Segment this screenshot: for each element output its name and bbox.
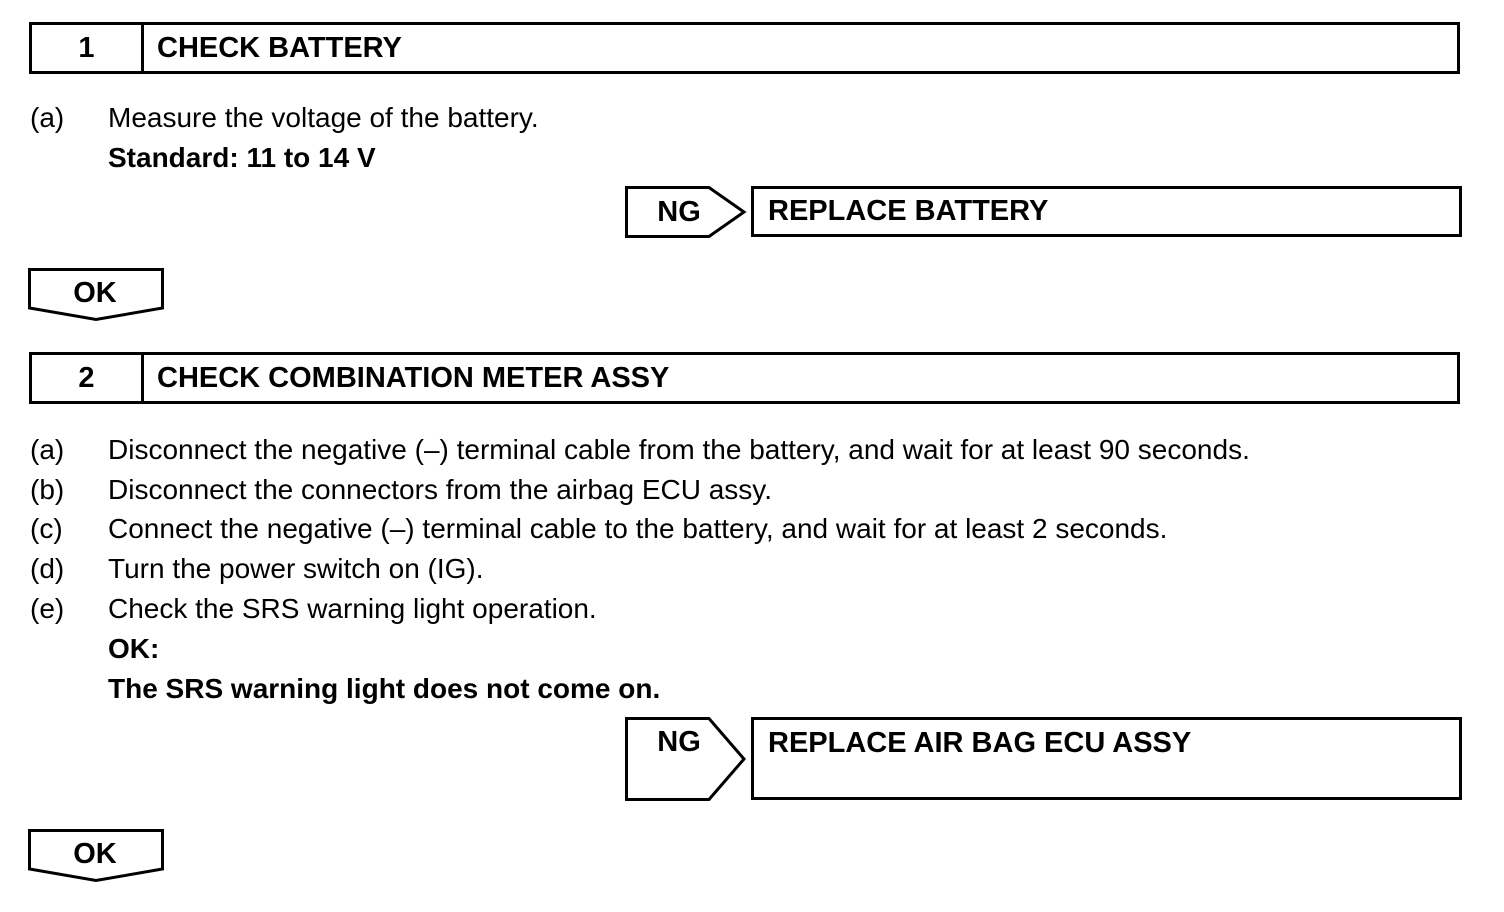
instruction-text: Measure the voltage of the battery. <box>108 102 539 133</box>
ok-indicator <box>28 268 166 322</box>
standard-value: Standard: 11 to 14 V <box>108 142 376 173</box>
instruction-label: (d) <box>30 553 65 584</box>
ok-label: OK <box>73 838 117 870</box>
ng-action-text: REPLACE AIR BAG ECU ASSY <box>768 727 1192 759</box>
instruction-text: Connect the negative (–) terminal cable to the battery, and wait for at least 2 seconds. <box>108 513 1168 544</box>
instruction-label: (c) <box>30 513 63 544</box>
step-number: 1 <box>32 25 144 71</box>
ng-label: NG <box>657 196 701 228</box>
ng-label: NG <box>657 726 701 758</box>
ng-indicator <box>625 186 747 238</box>
step-title: CHECK BATTERY <box>157 31 402 64</box>
instruction-text: Check the SRS warning light operation. <box>108 593 597 624</box>
instruction-label: (a) <box>30 102 65 133</box>
ng-action-text: REPLACE BATTERY <box>768 195 1049 227</box>
instruction-label: (a) <box>30 434 65 465</box>
step-number: 2 <box>32 355 144 401</box>
instruction-line <box>30 98 539 138</box>
step-1-header <box>29 22 1460 74</box>
instruction-line <box>30 589 597 629</box>
instruction-text: Turn the power switch on (IG). <box>108 553 484 584</box>
step-2-header <box>29 352 1460 404</box>
ok-condition-label: OK: <box>108 633 160 664</box>
instruction-line <box>30 509 1167 549</box>
ng-indicator <box>625 717 747 801</box>
ok-label: OK <box>73 277 117 309</box>
ng-action-box <box>751 717 1462 800</box>
instruction-label: (b) <box>30 474 65 505</box>
ok-indicator <box>28 829 166 883</box>
instruction-line <box>30 470 772 510</box>
instruction-line <box>30 430 1250 470</box>
instruction-label: (e) <box>30 593 65 624</box>
step-title: CHECK COMBINATION METER ASSY <box>157 361 670 394</box>
ok-condition-text: The SRS warning light does not come on. <box>108 673 661 704</box>
instruction-text: Disconnect the connectors from the airbag ECU assy. <box>108 474 773 505</box>
instruction-line <box>30 549 484 589</box>
instruction-text: Disconnect the negative (–) terminal cable from the battery, and wait for at least 90 seconds. <box>108 434 1250 465</box>
ng-action-box <box>751 186 1462 237</box>
